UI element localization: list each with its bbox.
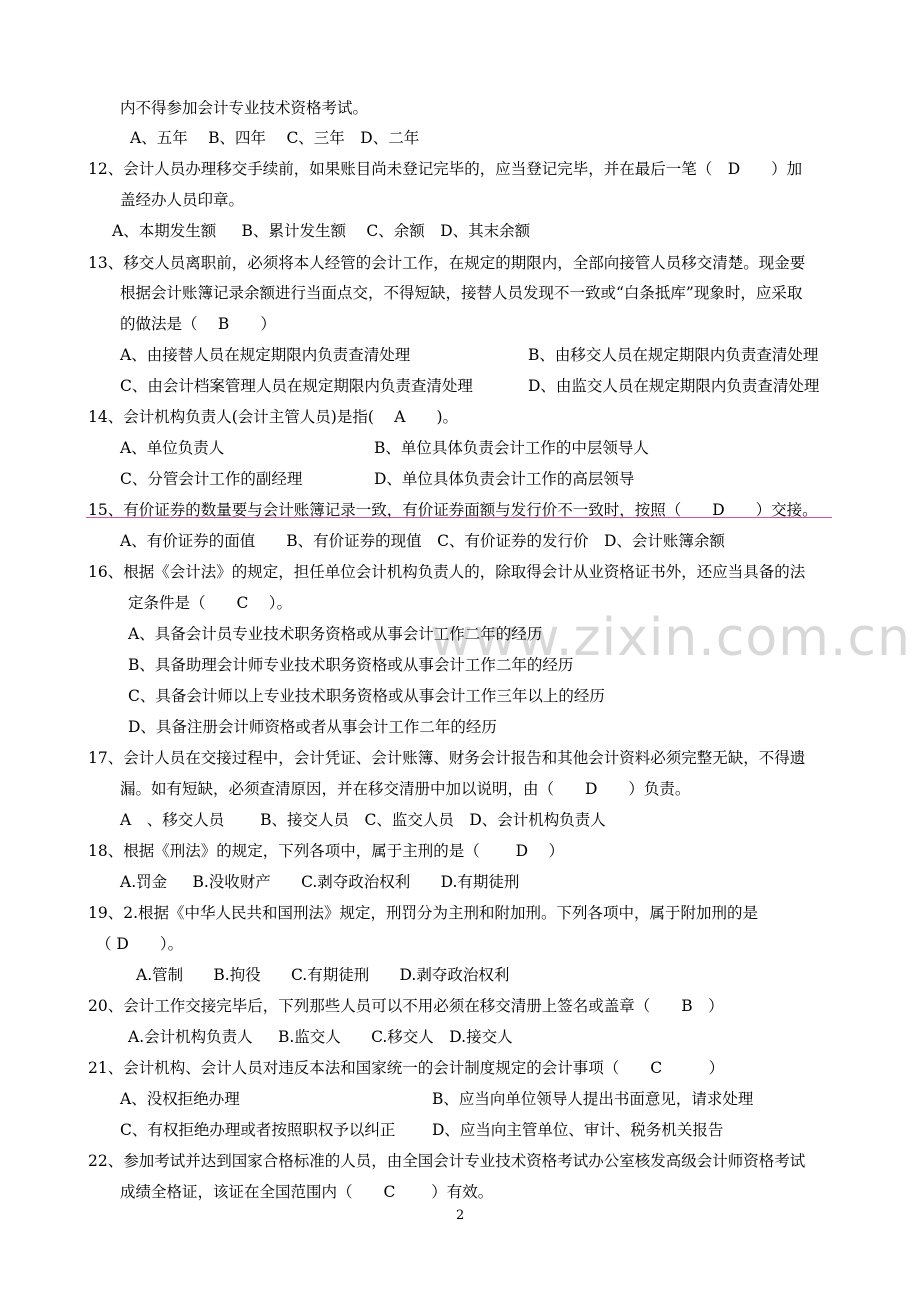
- answer-options: A、本期发生额 B、累计发生额 C、余额 D、其末余额: [112, 222, 531, 240]
- answer-option-a: A、具备会计员专业技术职务资格或从事会计工作二年的经历: [128, 625, 543, 643]
- answer-options: A.管制 B.拘役 C.有期徒刑 D.剥夺政治权利: [136, 966, 510, 984]
- question-18: 18、根据《刑法》的规定，下列各项中，属于主刑的是（ D ）: [88, 842, 565, 860]
- page-number: 2: [456, 1208, 465, 1223]
- answer-option-d: D、应当向主管单位、审计、税务机关报告: [432, 1121, 724, 1139]
- answer-option-d: D、由监交人员在规定期限内负责查清处理: [528, 377, 820, 395]
- answer-option-b: B、由移交人员在规定期限内负责查清处理: [528, 346, 819, 364]
- question-22: 22、参加考试并达到国家合格标准的人员，由全国会计专业技术资格考试办公室核发高级会计师资格考试: [88, 1152, 806, 1170]
- answer-option-c: C、由会计档案管理人员在规定期限内负责查清处理: [120, 377, 473, 395]
- highlight-underline: [86, 517, 832, 518]
- answer-option-c: C、有权拒绝办理或者按照职权予以纠正: [120, 1121, 396, 1139]
- text-line: （ D ）。: [96, 935, 184, 953]
- answer-options: A、五年 B、四年 C、三年 D、二年: [130, 129, 420, 147]
- question-21: 21、会计机构、会计人员对违反本法和国家统一的会计制度规定的会计事项（ C ）: [88, 1059, 725, 1077]
- question-16: 16、根据《会计法》的规定，担任单位会计机构负责人的，除取得会计从业资格证书外，还应当具备的法: [88, 563, 806, 581]
- question-17: 17、会计人员在交接过程中，会计凭证、会计账簿、财务会计报告和其他会计资料必须完整无缺，不得遗: [88, 749, 806, 767]
- text-line: 的做法是（ B ）: [120, 315, 276, 333]
- question-20: 20、会计工作交接完毕后，下列那些人员可以不用必须在移交清册上签名或盖章（ B ）: [88, 997, 724, 1015]
- answer-option-d: D、具备注册会计师资格或者从事会计工作二年的经历: [128, 718, 497, 736]
- answer-option-b: B、具备助理会计师专业技术职务资格或从事会计工作二年的经历: [128, 656, 574, 674]
- question-14: 14、会计机构负责人(会计主管人员)是指( A )。: [88, 408, 459, 426]
- answer-option-c: C、分管会计工作的副经理: [120, 470, 303, 488]
- answer-options: A 、移交人员 B、接交人员 C、监交人员 D、会计机构负责人: [120, 811, 606, 829]
- answer-options: A.会计机构负责人 B.监交人 C.移交人 D.接交人: [128, 1028, 513, 1046]
- question-19: 19、2.根据《中华人民共和国刑法》规定，刑罚分为主刑和附加刑。下列各项中，属于附加刑的是: [88, 904, 759, 922]
- question-12: 12、会计人员办理移交手续前，如果账目尚未登记完毕的，应当登记完毕，并在最后一笔（ D ）加: [88, 160, 803, 178]
- answer-options: A、有价证券的面值 B、有价证券的现值 C、有价证券的发行价 D、会计账簿余额: [120, 532, 725, 550]
- answer-option-d: D、单位具体负责会计工作的高层领导: [374, 470, 635, 488]
- text-line: 定条件是（ C ）。: [128, 594, 293, 612]
- answer-option-b: B、应当向单位领导人提出书面意见，请求处理: [432, 1090, 754, 1108]
- watermark: www.zixin.com.cn: [430, 608, 911, 668]
- answer-option-c: C、具备会计师以上专业技术职务资格或从事会计工作三年以上的经历: [128, 687, 605, 705]
- question-13: 13、移交人员离职前，必须将本人经管的会计工作，在规定的期限内，全部向接管人员移交清楚。现金要: [88, 254, 806, 272]
- answer-option-a: A、单位负责人: [120, 439, 225, 457]
- question-15: 15、有价证券的数量要与会计账簿记录一致，有价证券面额与发行价不一致时，按照（ D ）交接。: [88, 501, 818, 519]
- text-line: 盖经办人员印章。: [120, 191, 245, 209]
- text-line: 漏。如有短缺，必须查清原因，并在移交清册中加以说明，由（ D ）负责。: [120, 780, 691, 798]
- answer-options: A.罚金 B.没收财产 C.剥夺政治权利 D.有期徒刑: [120, 873, 520, 891]
- answer-option-b: B、单位具体负责会计工作的中层领导人: [374, 439, 649, 457]
- answer-option-a: A、由接替人员在规定期限内负责查清处理: [120, 346, 411, 364]
- answer-option-a: A、没权拒绝办理: [120, 1090, 240, 1108]
- text-line: 根据会计账簿记录余额进行当面点交，不得短缺，接替人员发现不一致或“白条抵库”现象时，应采取: [120, 284, 803, 302]
- text-line: 内不得参加会计专业技术资格考试。: [120, 99, 369, 117]
- text-line: 成绩全格证，该证在全国范围内（ C ）有效。: [120, 1183, 494, 1201]
